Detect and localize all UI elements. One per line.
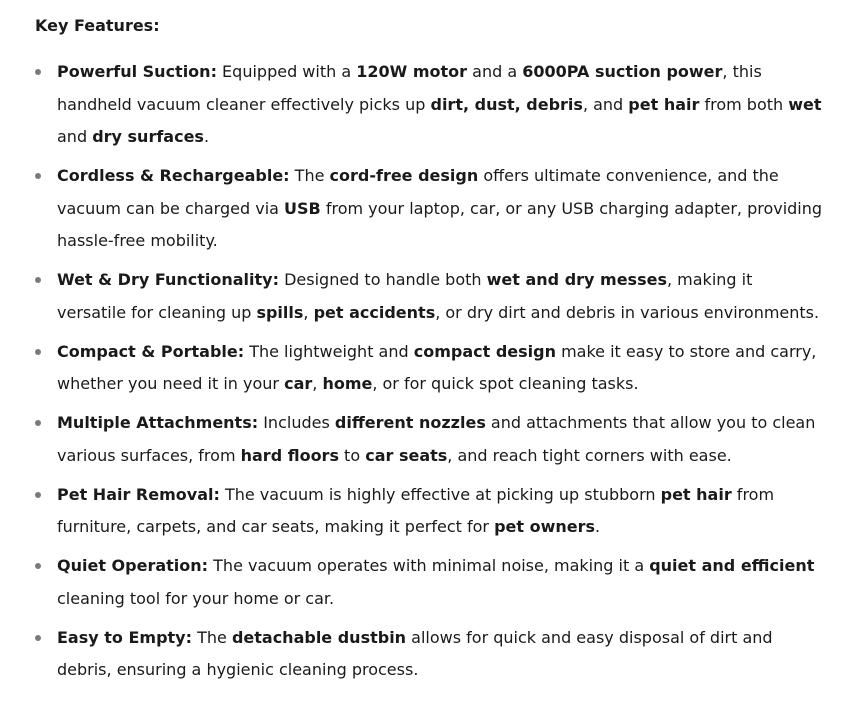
feature-text: , this handheld vacuum cleaner effectively picks up bbox=[57, 62, 762, 114]
feature-emphasis: hard floors bbox=[240, 445, 339, 465]
bullet-icon bbox=[35, 635, 41, 641]
feature-text: to bbox=[338, 445, 366, 465]
feature-text: cleaning tool for your home or car. bbox=[57, 588, 335, 608]
feature-title: Compact & Portable: bbox=[57, 341, 245, 361]
feature-title: Powerful Suction: bbox=[57, 62, 217, 81]
bullet-icon bbox=[35, 69, 41, 75]
feature-list bbox=[35, 56, 825, 687]
bullet-icon bbox=[35, 173, 41, 179]
feature-item bbox=[35, 479, 825, 544]
feature-text: , bbox=[312, 374, 323, 393]
feature-text: offers ultimate convenience, and the vacuum can be charged via bbox=[57, 166, 779, 218]
feature-text: Designed to handle both bbox=[279, 270, 487, 289]
feature-item bbox=[35, 407, 825, 472]
feature-text: and a bbox=[467, 62, 523, 81]
feature-text: The bbox=[192, 627, 232, 647]
feature-text: The vacuum operates with minimal noise, making it a bbox=[208, 556, 650, 575]
feature-emphasis: dry surfaces bbox=[92, 127, 204, 146]
feature-emphasis: dirt, dust, debris bbox=[430, 94, 583, 114]
feature-emphasis: pet accidents bbox=[313, 302, 436, 322]
bullet-icon bbox=[35, 420, 41, 426]
feature-item bbox=[35, 550, 825, 615]
bullet-icon bbox=[35, 563, 41, 569]
feature-text: , or dry dirt and debris in various environments. bbox=[435, 302, 820, 322]
feature-title: Easy to Empty: bbox=[57, 627, 192, 647]
feature-text: from both bbox=[699, 94, 789, 114]
feature-item bbox=[35, 160, 825, 258]
feature-emphasis: wet bbox=[788, 94, 822, 114]
feature-text: . bbox=[203, 127, 210, 146]
feature-text: , or for quick spot cleaning tasks. bbox=[372, 374, 639, 393]
feature-emphasis: car seats bbox=[365, 445, 448, 465]
feature-text: and attachments that allow you to clean various surfaces, from bbox=[57, 413, 816, 465]
feature-text: The bbox=[289, 166, 330, 185]
feature-item bbox=[35, 622, 825, 687]
feature-text: make it easy to store and carry, whether you need it in your bbox=[57, 341, 817, 393]
feature-item bbox=[35, 336, 825, 401]
feature-title: Pet Hair Removal: bbox=[57, 484, 220, 504]
feature-title: Quiet Operation: bbox=[57, 556, 209, 575]
feature-title: Multiple Attachments: bbox=[57, 413, 259, 432]
feature-emphasis: 120W motor bbox=[356, 62, 468, 81]
feature-emphasis: wet and dry messes bbox=[486, 270, 667, 289]
feature-text: , and bbox=[582, 94, 629, 114]
feature-emphasis: detachable dustbin bbox=[231, 627, 407, 647]
feature-text: , and reach tight corners with ease. bbox=[447, 445, 732, 465]
feature-text: . bbox=[595, 517, 601, 536]
feature-text: allows for quick and easy disposal of dirt and debris, ensuring a hygienic cleaning process. bbox=[57, 627, 773, 679]
feature-text: , bbox=[303, 302, 314, 322]
feature-text: The vacuum is highly effective at picking up stubborn bbox=[219, 484, 661, 504]
bullet-icon bbox=[35, 277, 41, 283]
feature-text: Includes bbox=[258, 413, 335, 432]
feature-emphasis: pet owners bbox=[494, 517, 596, 536]
feature-emphasis: spills bbox=[256, 302, 304, 322]
feature-title: Cordless & Rechargeable: bbox=[57, 166, 290, 185]
feature-title: Wet & Dry Functionality: bbox=[57, 270, 279, 289]
feature-emphasis: home bbox=[322, 374, 373, 393]
feature-emphasis: USB bbox=[284, 198, 321, 218]
feature-emphasis: quiet and efficient bbox=[649, 556, 815, 575]
feature-emphasis: 6000PA suction power bbox=[522, 62, 723, 81]
feature-text: Equipped with a bbox=[216, 62, 357, 81]
feature-item bbox=[35, 264, 825, 329]
feature-text: , making it versatile for cleaning up bbox=[57, 270, 753, 322]
feature-emphasis: compact design bbox=[413, 341, 556, 361]
feature-text: and bbox=[57, 127, 93, 146]
feature-emphasis: pet hair bbox=[660, 484, 732, 504]
bullet-icon bbox=[35, 349, 41, 355]
feature-text: from your laptop, car, or any USB charging adapter, providing hassle-free mobility. bbox=[57, 198, 823, 250]
feature-emphasis: cord-free design bbox=[329, 166, 479, 185]
feature-text: from furniture, carpets, and car seats, making it perfect for bbox=[57, 484, 775, 536]
bullet-icon bbox=[35, 492, 41, 498]
feature-item bbox=[35, 56, 825, 154]
feature-emphasis: different nozzles bbox=[334, 413, 486, 432]
feature-emphasis: car bbox=[284, 374, 313, 393]
feature-text: The lightweight and bbox=[244, 341, 414, 361]
feature-emphasis: pet hair bbox=[628, 94, 700, 114]
section-heading: Key Features: bbox=[35, 16, 160, 35]
